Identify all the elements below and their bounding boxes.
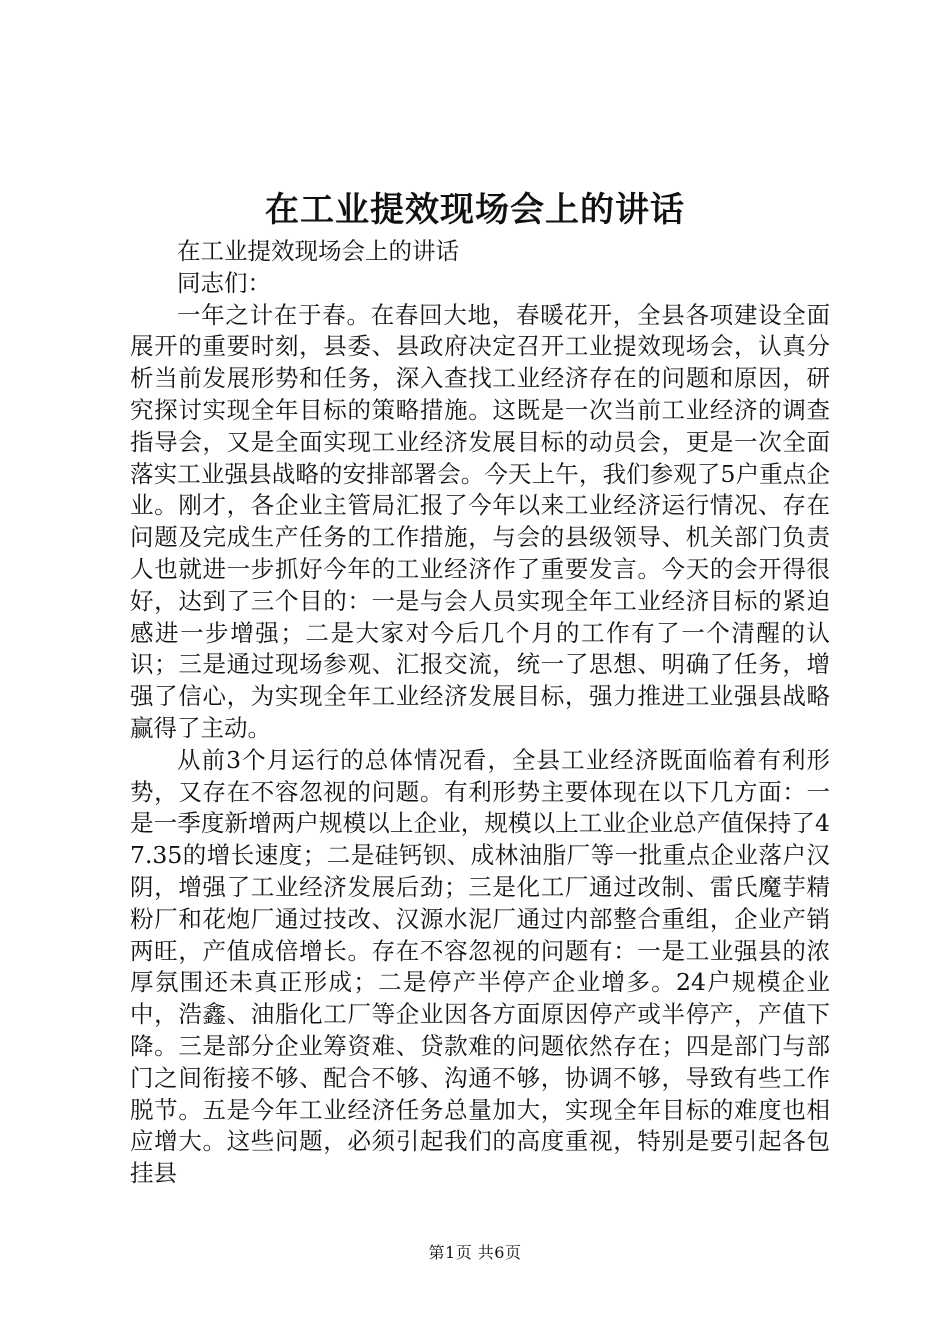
page-number: 第1页 共6页 [428,1243,522,1262]
paragraph-intro: 一年之计在于春。在春回大地，春暖花开，全县各项建设全面展开的重要时刻，县委、县政府决定召开工业提效现场会，认真分析当前发展形势和任务，深入查找工业经济存在的问题和原因，研究探讨实现全年目标的策略措施。这既是一次当前工业经济的调查指导会，又是全面实现工业经济发展目标的动员会，更是一次全面落实工业强县战略的安排部署会。今天上午，我们参观了5户重点企业。刚才，各企业主管局汇报了今年以来工业经济运行情况、存在问题及完成生产任务的工作措施，与会的县级领导、机关部门负责人也就进一步抓好今年的工业经济作了重要发言。今天的会开得很好，达到了三个目的：一是与会人员实现全年工业经济目标的紧迫感进一步增强；二是大家对今后几个月的工作有了一个清醒的认识；三是通过现场参观、汇报交流，统一了思想、明确了任务，增强了信心，为实现全年工业经济发展目标，强力推进工业强县战略赢得了主动。 [130,300,830,742]
paragraph-subtitle: 在工业提效现场会上的讲话 [177,237,459,265]
paragraph-salutation: 同志们： [177,268,271,297]
document-title: 在工业提效现场会上的讲话 [265,190,685,230]
document-body [130,236,830,1190]
paragraph-situation: 从前3个月运行的总体情况看，全县工业经济既面临着有利形势，又存在不容忽视的问题。有利形势主要体现在以下几方面：一是一季度新增两户规模以上企业，规模以上工业企业总产值保持了47.35的增长速度；二是硅钙钡、成林油脂厂等一批重点企业落户汉阴，增强了工业经济发展后劲；三是化工厂通过改制、雷氏魔芋精粉厂和花炮厂通过技改、汉源水泥厂通过内部整合重组，企业产销两旺，产值成倍增长。存在不容忽视的问题有：一是工业强县的浓厚氛围还未真正形成；二是停产半停产企业增多。24户规模企业中，浩鑫、油脂化工厂等企业因各方面原因停产或半停产，产值下降。三是部分企业筹资难、贷款难的问题依然存在；四是部门与部门之间衔接不够、配合不够、沟通不够，协调不够，导致有些工作脱节。五是今年工业经济任务总量加大，实现全年目标的难度也相应增大。这些问题，必须引起我们的高度重视，特别是要引起各包挂县 [130,745,830,1188]
